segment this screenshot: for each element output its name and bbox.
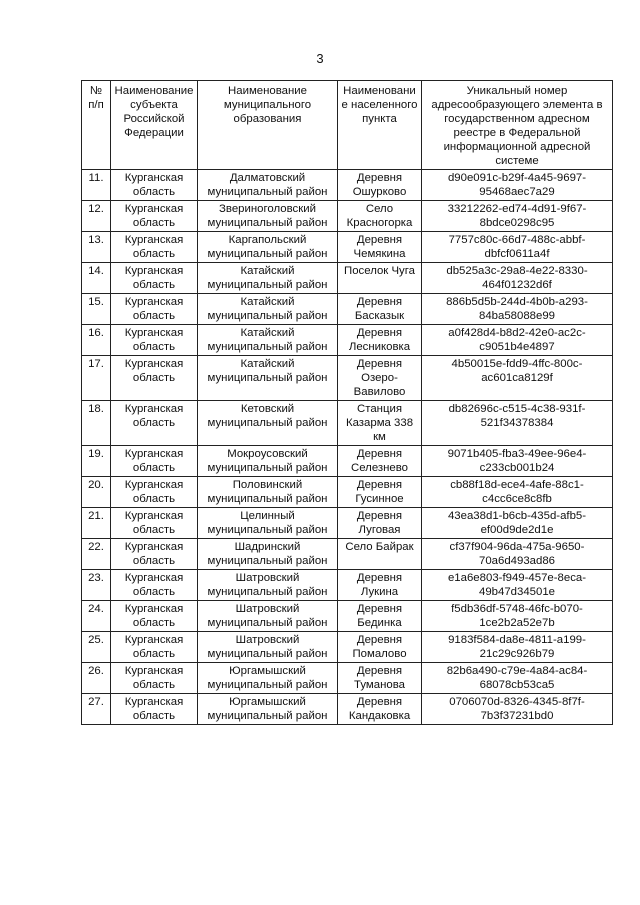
row-settlement: Деревня Чемякина [338, 232, 422, 263]
row-subject: Курганская область [111, 294, 198, 325]
table-row [82, 446, 613, 477]
row-subject: Курганская область [111, 539, 198, 570]
row-uid: 82b6a490-c79e-4a84-ac84-68078cb53ca5 [422, 663, 613, 694]
table-row [82, 539, 613, 570]
row-municipality: Каргапольский муниципальный район [198, 232, 338, 263]
row-uid: cf37f904-96da-475a-9650-70a6d493ad86 [422, 539, 613, 570]
header-num: № п/п [82, 81, 111, 170]
row-municipality: Шадринский муниципальный район [198, 539, 338, 570]
row-subject: Курганская область [111, 325, 198, 356]
row-municipality: Половинский муниципальный район [198, 477, 338, 508]
row-number: 20. [82, 477, 111, 508]
row-subject: Курганская область [111, 632, 198, 663]
row-subject: Курганская область [111, 170, 198, 201]
row-subject: Курганская область [111, 694, 198, 725]
row-municipality: Мокроусовский муниципальный район [198, 446, 338, 477]
table-row [82, 694, 613, 725]
row-number: 23. [82, 570, 111, 601]
table-row [82, 570, 613, 601]
row-municipality: Звериноголовский муниципальный район [198, 201, 338, 232]
row-subject: Курганская область [111, 232, 198, 263]
row-number: 13. [82, 232, 111, 263]
table-row [82, 508, 613, 539]
table-row [82, 632, 613, 663]
row-settlement: Станция Казарма 338 км [338, 401, 422, 446]
row-subject: Курганская область [111, 601, 198, 632]
row-municipality: Далматовский муниципальный район [198, 170, 338, 201]
row-settlement: Деревня Туманова [338, 663, 422, 694]
header-row [82, 81, 613, 170]
row-uid: 9071b405-fba3-49ee-96e4-c233cb001b24 [422, 446, 613, 477]
row-subject: Курганская область [111, 508, 198, 539]
row-number: 24. [82, 601, 111, 632]
row-subject: Курганская область [111, 263, 198, 294]
row-settlement: Деревня Кандаковка [338, 694, 422, 725]
row-uid: 33212262-ed74-4d91-9f67-8bdce0298c95 [422, 201, 613, 232]
row-number: 25. [82, 632, 111, 663]
row-number: 22. [82, 539, 111, 570]
row-municipality: Шатровский муниципальный район [198, 601, 338, 632]
row-number: 14. [82, 263, 111, 294]
row-uid: d90e091c-b29f-4a45-9697-95468aec7a29 [422, 170, 613, 201]
table-row [82, 356, 613, 401]
table-row [82, 263, 613, 294]
table-row [82, 325, 613, 356]
row-uid: a0f428d4-b8d2-42e0-ac2c-c9051b4e4897 [422, 325, 613, 356]
row-settlement: Деревня Бединка [338, 601, 422, 632]
header-uid: Уникальный номер адресообразующего элемента в государственном адресном реестре в Федеральной информационной адресной системе [422, 81, 613, 170]
row-municipality: Катайский муниципальный район [198, 263, 338, 294]
header-municipality: Наименование муниципального образования [198, 81, 338, 170]
row-settlement: Деревня Лесниковка [338, 325, 422, 356]
table-row [82, 401, 613, 446]
row-number: 16. [82, 325, 111, 356]
row-number: 15. [82, 294, 111, 325]
row-municipality: Катайский муниципальный район [198, 325, 338, 356]
row-number: 17. [82, 356, 111, 401]
row-municipality: Шатровский муниципальный район [198, 632, 338, 663]
row-number: 11. [82, 170, 111, 201]
row-uid: db525a3c-29a8-4e22-8330-464f01232d6f [422, 263, 613, 294]
row-settlement: Деревня Лукина [338, 570, 422, 601]
row-municipality: Кетовский муниципальный район [198, 401, 338, 446]
row-settlement: Деревня Гусинное [338, 477, 422, 508]
row-subject: Курганская область [111, 401, 198, 446]
row-settlement: Деревня Озеро-Вавилово [338, 356, 422, 401]
row-subject: Курганская область [111, 356, 198, 401]
row-uid: e1a6e803-f949-457e-8eca-49b47d34501e [422, 570, 613, 601]
row-number: 21. [82, 508, 111, 539]
header-settlement: Наименование населенного пункта [338, 81, 422, 170]
table-row [82, 601, 613, 632]
row-uid: cb88f18d-ece4-4afe-88c1-c4cc6ce8c8fb [422, 477, 613, 508]
table-row [82, 294, 613, 325]
row-municipality: Юргамышский муниципальный район [198, 694, 338, 725]
row-settlement: Село Красногорка [338, 201, 422, 232]
row-number: 18. [82, 401, 111, 446]
row-municipality: Юргамышский муниципальный район [198, 663, 338, 694]
header-subject: Наименование субъекта Российской Федерации [111, 81, 198, 170]
row-uid: 4b50015e-fdd9-4ffc-800c-ac601ca8129f [422, 356, 613, 401]
row-uid: 9183f584-da8e-4811-a199-21c29c926b79 [422, 632, 613, 663]
row-uid: 886b5d5b-244d-4b0b-a293-84ba58088e99 [422, 294, 613, 325]
row-uid: f5db36df-5748-46fc-b070-1ce2b2a52e7b [422, 601, 613, 632]
row-uid: db82696c-c515-4c38-931f-521f34378384 [422, 401, 613, 446]
row-subject: Курганская область [111, 663, 198, 694]
row-settlement: Поселок Чуга [338, 263, 422, 294]
row-settlement: Деревня Басказык [338, 294, 422, 325]
table-row [82, 663, 613, 694]
row-uid: 0706070d-8326-4345-8f7f-7b3f37231bd0 [422, 694, 613, 725]
address-registry-table [81, 80, 613, 725]
row-number: 26. [82, 663, 111, 694]
row-uid: 7757c80c-66d7-488c-abbf-dbfcf0611a4f [422, 232, 613, 263]
table-row [82, 477, 613, 508]
table-body [82, 170, 613, 725]
table-header [82, 81, 613, 170]
row-settlement: Деревня Помалово [338, 632, 422, 663]
page-number: 3 [316, 51, 324, 66]
row-settlement: Деревня Ошурково [338, 170, 422, 201]
row-uid: 43ea38d1-b6cb-435d-afb5-ef00d9de2d1e [422, 508, 613, 539]
row-number: 12. [82, 201, 111, 232]
row-settlement: Село Байрак [338, 539, 422, 570]
row-municipality: Катайский муниципальный район [198, 356, 338, 401]
row-subject: Курганская область [111, 201, 198, 232]
row-municipality: Шатровский муниципальный район [198, 570, 338, 601]
table-row [82, 232, 613, 263]
table-row [82, 170, 613, 201]
row-subject: Курганская область [111, 446, 198, 477]
row-number: 19. [82, 446, 111, 477]
table-row [82, 201, 613, 232]
row-subject: Курганская область [111, 477, 198, 508]
row-settlement: Деревня Селезнево [338, 446, 422, 477]
row-number: 27. [82, 694, 111, 725]
row-settlement: Деревня Луговая [338, 508, 422, 539]
row-municipality: Целинный муниципальный район [198, 508, 338, 539]
row-subject: Курганская область [111, 570, 198, 601]
row-municipality: Катайский муниципальный район [198, 294, 338, 325]
